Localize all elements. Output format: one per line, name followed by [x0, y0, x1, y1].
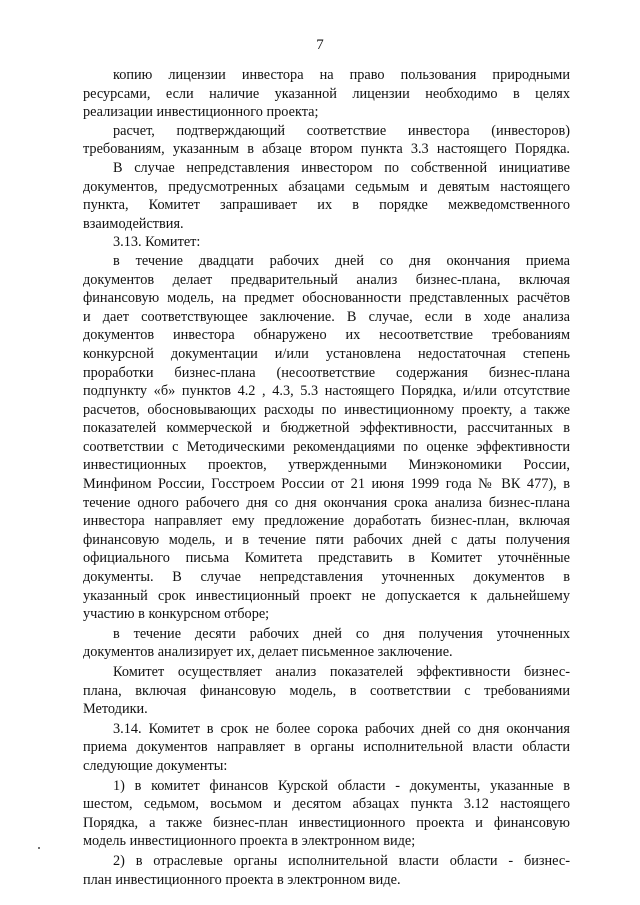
text-line: расчетов, обосновывающих расходы по инвестиционному проекту, а также	[83, 401, 570, 418]
text-line: конкурсной документации и/или установлена недостаточная степень	[83, 345, 570, 362]
paragraph-compliance-calc	[83, 122, 570, 159]
text-line: участию в конкурсном отборе;	[83, 606, 270, 623]
text-line: Порядка, а также бизнес-план инвестиционного проекта и финансовую	[83, 814, 570, 831]
text-line: проработки бизнес-плана (несоответствие содержания бизнес-плана	[83, 364, 570, 381]
paragraph-efficiency-analysis	[83, 663, 570, 719]
text-line: подпункту «б» пунктов 4.2 , 4.3, 5.3 настоящего Порядка, и/или отсутствие	[83, 383, 570, 400]
text-line: официального письма Комитета представить в Комитет уточнённые	[83, 550, 570, 567]
text-line: финансовую модель, на предмет обоснованности представленных расчётов	[83, 290, 570, 307]
text-line: расчет, подтверждающий соответствие инвестора (инвесторов)	[113, 122, 570, 139]
text-line: Методики.	[83, 701, 148, 718]
paragraph-license-copy	[83, 66, 570, 122]
section-heading-3-13	[83, 233, 570, 252]
text-line: Комитет осуществляет анализ показателей эффективности бизнес-	[113, 664, 570, 680]
text-line: документов инвестора обнаружено их несоответствие требованиям	[83, 327, 570, 344]
list-item-sectoral-bodies	[83, 852, 570, 889]
paragraph-non-submission	[83, 159, 570, 233]
text-line: модель инвестиционного проекта в электронном виде;	[83, 833, 416, 850]
list-item-finance-committee	[83, 777, 570, 851]
text-line: В случае непредставления инвестором по собственной инициативе	[113, 159, 570, 176]
text-line: ресурсами, если наличие указанной лицензии необходимо в целях	[83, 85, 570, 102]
text-line: в течение двадцати рабочих дней со дня окончания приема	[113, 252, 570, 269]
text-line: соответствии с Методическими рекомендациями по оценке эффективности	[83, 438, 570, 455]
scan-speck	[38, 847, 40, 849]
text-line: 1) в комитет финансов Курской области - документы, указанные в	[113, 777, 570, 794]
text-line: Минфином России, Госстроем России от 21 июня 1999 года № ВК 477), в	[83, 476, 570, 493]
text-line: 3.14. Комитет в срок не более сорока рабочих дней со дня окончания	[113, 720, 570, 737]
text-line: требованиям, указанным в абзаце втором пункта 3.3 настоящего Порядка.	[83, 141, 570, 158]
text-line: в течение десяти рабочих дней со дня получения уточненных	[113, 625, 570, 642]
paragraph-ten-days	[83, 625, 570, 662]
text-line: документы. В случае непредставления уточненных документов в	[83, 569, 570, 586]
text-line: реализации инвестиционного проекта;	[83, 104, 319, 121]
text-line: инвестиционных проектов, утвержденными Минэкономики России,	[83, 457, 570, 474]
text-line: документов, предусмотренных абзацами седьмым и девятым настоящего	[83, 178, 570, 195]
text-line: следующие документы:	[83, 757, 228, 774]
text-line: взаимодействия.	[83, 215, 184, 232]
page-number: 7	[316, 37, 324, 53]
text-line: течение одного рабочего дня со дня окончания срока анализа бизнес-плана	[83, 494, 570, 511]
text-line: и дает соответствующее заключение. В случае, если в ходе анализа	[83, 308, 570, 325]
text-line: копию лицензии инвестора на право пользования природными	[113, 67, 570, 83]
text-line: план инвестиционного проекта в электронном виде.	[83, 871, 401, 888]
text-line: показателей коммерческой и бюджетной эффективности, рассчитанных в	[83, 420, 570, 437]
text-line: приема документов направляет в органы исполнительной власти области	[83, 739, 570, 756]
document-body	[83, 66, 570, 889]
paragraph-3-14	[83, 720, 570, 776]
text-line: пункта, Комитет запрашивает их в порядке межведомственного	[83, 197, 570, 214]
text-line: шестом, седьмом, восьмом и десятом абзацах пункта 3.12 настоящего	[83, 796, 570, 813]
text-line: инвестора направляет ему предложение доработать бизнес-план, включая	[83, 513, 570, 530]
paragraph-preliminary-analysis	[83, 252, 570, 624]
text-line: 2) в отраслевые органы исполнительной власти области - бизнес-	[113, 852, 570, 869]
text-line: документов анализирует их, делает письменное заключение.	[83, 644, 453, 661]
text-line: 3.13. Комитет:	[113, 234, 201, 251]
text-line: плана, включая финансовую модель, в соответствии с требованиями	[83, 682, 570, 699]
text-line: финансовую модель, и в течение пяти рабочих дней с даты получения	[83, 531, 570, 548]
text-line: документов делает предварительный анализ бизнес-плана, включая	[83, 271, 570, 288]
text-line: указанный срок инвестиционный проект не допускается к дальнейшему	[83, 587, 570, 604]
